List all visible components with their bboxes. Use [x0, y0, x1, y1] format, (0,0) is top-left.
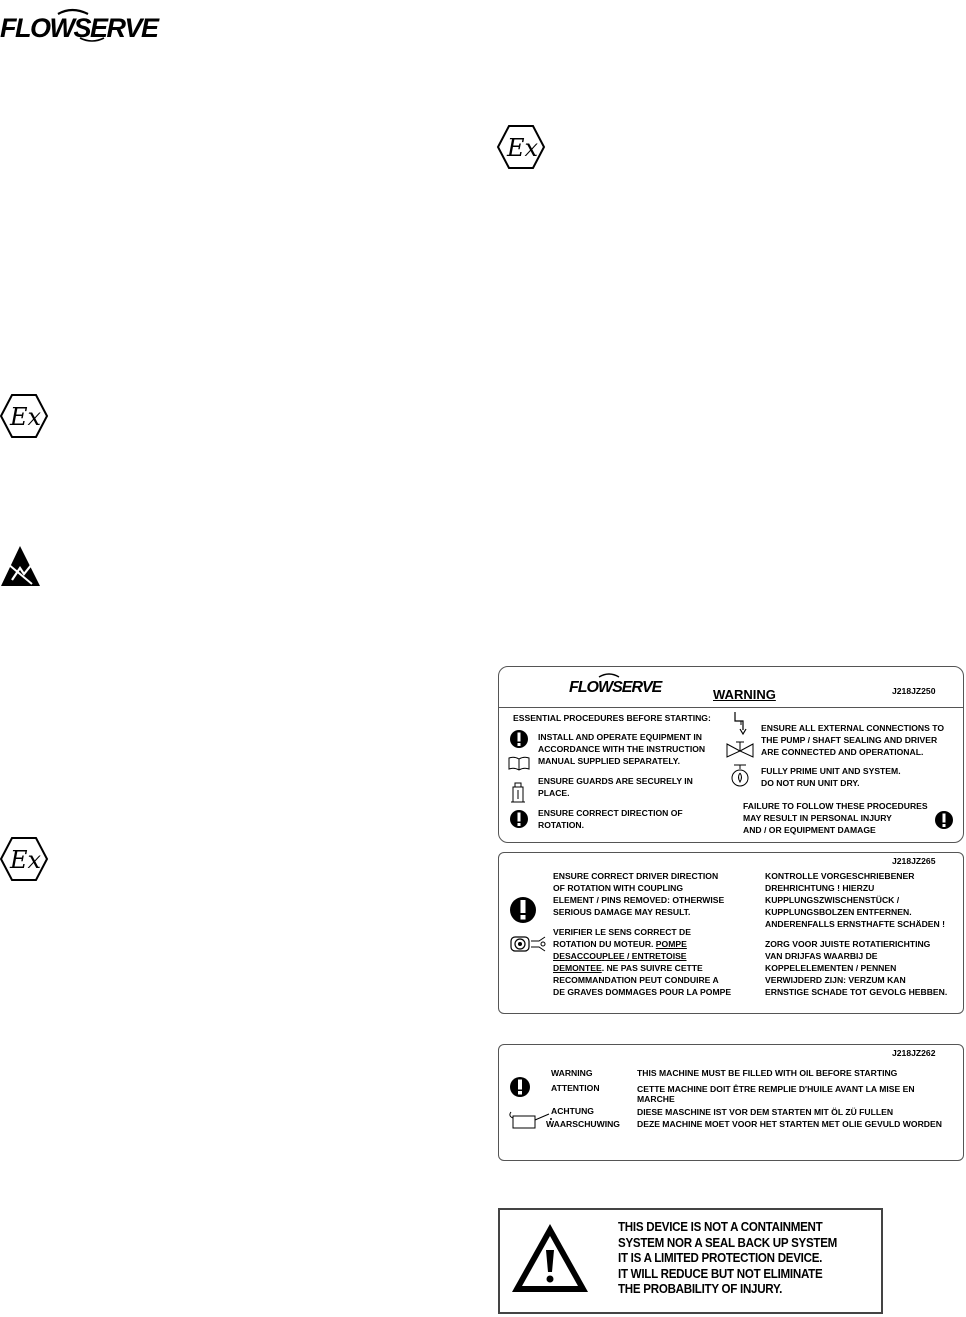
text-line: VAN DRIJFAS WAARBIJ DE [765, 951, 878, 961]
text-line: ZORG VOOR JUISTE ROTATIERICHTING [765, 939, 931, 949]
text-line: VERWIJDERD ZIJN: VERZUM KAN [765, 975, 906, 985]
text-line: MANUAL SUPPLIED SEPARATELY. [538, 756, 680, 766]
svg-text:Ex: Ex [10, 403, 42, 431]
text-line: IT WILL REDUCE BUT NOT ELIMINATE [618, 1266, 823, 1281]
text-line: ENSURE GUARDS ARE SECURELY IN [538, 776, 693, 786]
text-line: FULLY PRIME UNIT AND SYSTEM. [761, 766, 901, 776]
atex-ex-hexagon-icon [0, 393, 48, 439]
text-line: SERIOUS DAMAGE MAY RESULT. [553, 907, 691, 917]
text-line: ROTATION. [538, 820, 584, 830]
svg-text:FLOWSERVE: FLOWSERVE [0, 13, 158, 43]
label-code: J218JZ262 [892, 1048, 936, 1058]
exclamation-icon [510, 809, 528, 834]
text-line: OF ROTATION WITH COUPLING [553, 883, 684, 893]
text-line: ROTATION DU MOTEUR. POMPE [553, 939, 687, 949]
language-tag: ATTENTION [551, 1083, 600, 1093]
language-tag: WARNING [551, 1068, 593, 1078]
text-line: THE PROBABILITY OF INJURY. [618, 1282, 783, 1296]
warning-label-driver-rotation [498, 852, 964, 1014]
limited-protection-notice [498, 1208, 883, 1314]
text-line: ACCORDANCE WITH THE INSTRUCTION [538, 744, 706, 754]
text-line: KONTROLLE VORGESCHRIEBENER [765, 871, 915, 881]
text-line: ENSURE CORRECT DIRECTION OF [538, 808, 683, 818]
text-line: ERNSTIGE SCHADE TOT GEVOLG HEBBEN. [765, 987, 948, 997]
text-line: ENSURE CORRECT DRIVER DIRECTION [553, 871, 719, 881]
text-line: SYSTEM NOR A SEAL BACK UP SYSTEM [618, 1235, 838, 1250]
exclamation-icon [510, 895, 536, 930]
text-line: DIESE MASCHINE IST VOR DEM STARTEN MIT ÖL ZÜ FULLEN [637, 1107, 894, 1117]
prime-icon [730, 763, 750, 792]
exclamation-icon [935, 810, 953, 835]
svg-text:FLOWSERVE: FLOWSERVE [569, 679, 662, 696]
text-line: MARCHE [637, 1094, 675, 1104]
exclamation-icon [510, 1076, 530, 1103]
text-line: ARE CONNECTED AND OPERATIONAL. [761, 747, 924, 757]
text-line: DO NOT RUN UNIT DRY. [761, 778, 860, 788]
atex-ex-hexagon-icon [0, 836, 48, 882]
text-line: KUPPLUNGSZWISCHENSTÜCK / [765, 895, 900, 905]
warning-label-oil-fill [498, 1044, 964, 1161]
text-line: DE GRAVES DOMMAGES POUR LA POMPE [553, 987, 732, 997]
text-line: CETTE MACHINE DOIT ÊTRE REMPLIE D'HUILE AVANT LA MISE EN [637, 1084, 915, 1094]
text-line: ANDERENFALLS ERNSTHAFTE SCHÄDEN ! [765, 919, 945, 929]
warning-label-essential-procedures [498, 666, 964, 843]
text-line: RECOMMANDATION PEUT CONDUIRE A [553, 975, 719, 985]
svg-text:Ex: Ex [10, 846, 42, 874]
text-line: AND / OR EQUIPMENT DAMAGE [743, 825, 876, 835]
flowserve-logo [0, 8, 158, 43]
text-line: KOPPELELEMENTEN / PENNEN [765, 963, 897, 973]
text-line: THIS MACHINE MUST BE FILLED WITH OIL BEFORE STARTING [637, 1068, 898, 1078]
text-line: INSTALL AND OPERATE EQUIPMENT IN [538, 732, 702, 742]
label-title: WARNING [713, 687, 776, 702]
svg-text:Ex: Ex [507, 134, 539, 162]
atex-ex-hexagon-icon [497, 124, 545, 170]
text-line: DEZE MACHINE MOET VOOR HET STARTEN MET OLIE GEVULD WORDEN [637, 1119, 942, 1129]
text-line: DESACCOUPLEE / ENTRETOISE [553, 951, 687, 961]
text-line: KUPPLUNGSBOLZEN ENTFERNEN. [765, 907, 912, 917]
label-flowserve-logo [569, 673, 662, 702]
language-tag: WAARSCHUWING [546, 1119, 620, 1129]
label-heading: ESSENTIAL PROCEDURES BEFORE STARTING: [513, 713, 711, 723]
divider [499, 707, 963, 708]
guard-icon [510, 781, 526, 808]
electrostatic-sensitive-icon [0, 544, 42, 588]
valve-icon [725, 740, 755, 763]
text-line: DEMONTEE. NE PAS SUIVRE CETTE [553, 963, 703, 973]
text-line: DREHRICHTUNG ! HIERZU [765, 883, 875, 893]
text-line: THE PUMP / SHAFT SEALING AND DRIVER [761, 735, 938, 745]
exclamation-icon [510, 729, 528, 754]
text-line: PLACE. [538, 788, 570, 798]
text-line: FAILURE TO FOLLOW THESE PROCEDURES [743, 801, 928, 811]
text-line: MAY RESULT IN PERSONAL INJURY [743, 813, 892, 823]
warning-triangle-icon [510, 1222, 590, 1299]
text-line: IT IS A LIMITED PROTECTION DEVICE. [618, 1251, 823, 1265]
label-code: J218JZ250 [892, 686, 936, 696]
text-line: THIS DEVICE IS NOT A CONTAINMENT [618, 1220, 823, 1234]
open-book-icon [508, 755, 530, 776]
text-line: ELEMENT / PINS REMOVED: OTHERWISE [553, 895, 725, 905]
lightning-icon [732, 711, 748, 742]
coupling-icon [507, 933, 549, 960]
notice-text [618, 1220, 837, 1298]
text-line: VERIFIER LE SENS CORRECT DE [553, 927, 691, 937]
language-tag: ACHTUNG [551, 1106, 594, 1116]
text-line: ENSURE ALL EXTERNAL CONNECTIONS TO [761, 723, 945, 733]
label-code: J218JZ265 [892, 856, 936, 866]
